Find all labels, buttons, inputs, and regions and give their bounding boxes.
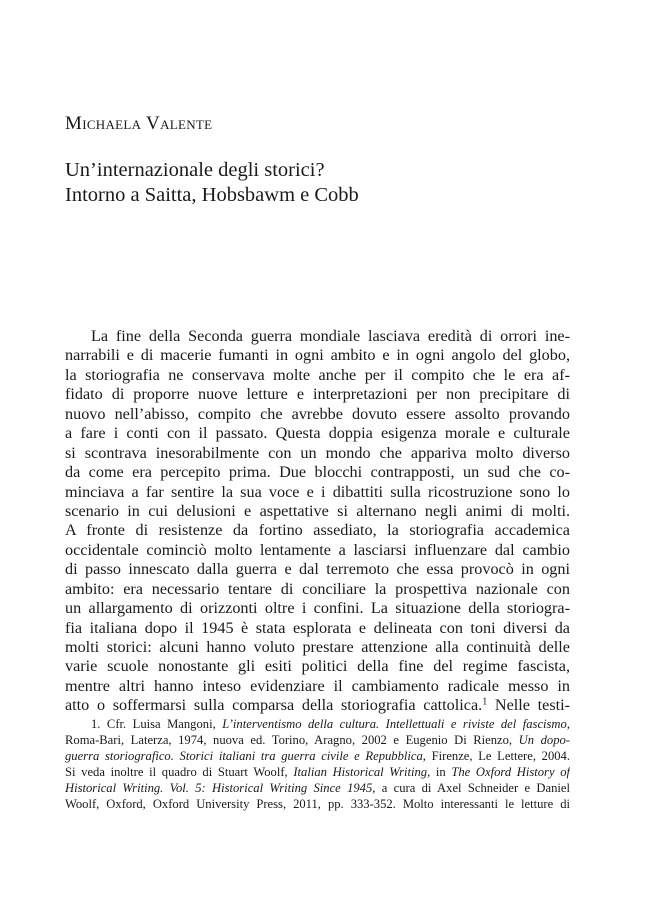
- body-line: un allargamento di orizzonti oltre i confini. La situazione della storiogra-: [65, 599, 570, 618]
- title-line: Intorno a Saitta, Hobsbawm e Cobb: [65, 184, 359, 206]
- footnote-line: [65, 780, 570, 796]
- footnote-text: , in: [427, 765, 452, 780]
- article-title: [65, 158, 359, 208]
- title-line: Un’internazionale degli storici?: [65, 159, 325, 181]
- body-line: varie scuole nonostante gli esiti politici della fine del regime fascista,: [65, 657, 570, 676]
- body-line: A fronte di resistenze da fortino assediato, la storiografia accademica: [65, 521, 570, 540]
- body-line: fidato di proporre nuove letture e interpretazioni per non precipitare di: [65, 385, 570, 404]
- footnote-book-title: Italian Historical Writing: [293, 765, 428, 780]
- footnote-text: Roma-Bari, Laterza, 1974, nuova ed. Torino, Aragno, 2002 e Eugenio Di Rienzo,: [65, 733, 519, 748]
- body-line: narrabili e di macerie fumanti in ogni ambito e in ogni angolo del globo,: [65, 346, 570, 365]
- footnote-line: [65, 716, 570, 732]
- footnote-line: [65, 748, 570, 764]
- body-paragraph: [65, 327, 570, 716]
- body-line: ambito: era necessario tentare di conciliare la prospettiva nazionale con: [65, 579, 570, 598]
- footnote-text: 1. Cfr. Luisa Mangoni,: [91, 717, 223, 731]
- body-line-tail: Nelle testi-: [487, 696, 570, 715]
- body-line: a fare i conti con il passato. Questa doppia esigenza morale e culturale: [65, 424, 570, 443]
- author-name: Michaela Valente: [65, 113, 213, 134]
- body-line: minciava a far sentire la sua voce e i dibattiti sulla ricostruzione sono lo: [65, 482, 570, 501]
- body-line: fia italiana dopo il 1945 è stata esplorata e delineata con toni diversi da: [65, 618, 570, 637]
- footnote-book-title: Historical Writing. Vol. 5: Historical Writing Since 1945: [65, 781, 373, 796]
- footnote-line: Woolf, Oxford, Oxford University Press, 2011, pp. 333-352. Molto interessanti le letture di: [65, 797, 570, 812]
- body-line: da come era percepito prima. Due blocchi contrapposti, un sud che co-: [65, 463, 570, 482]
- body-line-text: atto o soffermarsi sulla comparsa della storiografia cattolica.: [65, 696, 483, 715]
- body-line: mentre altri hanno inteso evidenziare il cambiamento radicale messo in: [65, 676, 570, 695]
- footnote-line: [65, 732, 570, 748]
- footnote-book-title: Un dopo-: [518, 733, 570, 748]
- page: [65, 0, 570, 910]
- footnote-reference[interactable]: 1: [482, 696, 488, 708]
- body-line: di passo innescato dalla guerra e dal terremoto che essa provocò in ogni: [65, 560, 570, 579]
- body-line: la storiografia ne conservava molte anche per il compito che le era af-: [65, 365, 570, 384]
- body-line: occidentale cominciò molto lentamente a lasciarsi influenzare dal cambio: [65, 540, 570, 559]
- footnote: [65, 716, 570, 813]
- body-line: La fine della Seconda guerra mondiale lasciava eredità di orrori ine-: [91, 327, 570, 345]
- body-line: si scontrava inesorabilmente con un mondo che appariva molto diverso: [65, 443, 570, 462]
- body-line-last: [65, 696, 570, 715]
- footnote-text: , a cura di Axel Schneider e Daniel: [372, 781, 570, 796]
- footnote-line: [65, 764, 570, 780]
- footnote-book-title: L’interventismo della cultura. Intellettuali e riviste del fascismo: [222, 717, 567, 731]
- footnote-text: ,: [566, 717, 570, 731]
- body-line: molti storici: alcuni hanno voluto prestare attenzione alla continuità delle: [65, 638, 570, 656]
- footnote-book-title: guerra storiografico. Storici italiani tra guerra civile e Repubblica: [65, 749, 423, 764]
- footnote-text: , Firenze, Le Lettere, 2004.: [422, 749, 570, 764]
- body-line: nuovo nell’abisso, compito che avrebbe dovuto essere assolto provando: [65, 404, 570, 423]
- footnote-book-title: The Oxford History of: [451, 765, 570, 780]
- footnote-text: Si veda inoltre il quadro di Stuart Woolf,: [65, 765, 294, 780]
- body-line: scenario in cui delusioni e aspettative si alternano negli animi di molti.: [65, 501, 570, 520]
